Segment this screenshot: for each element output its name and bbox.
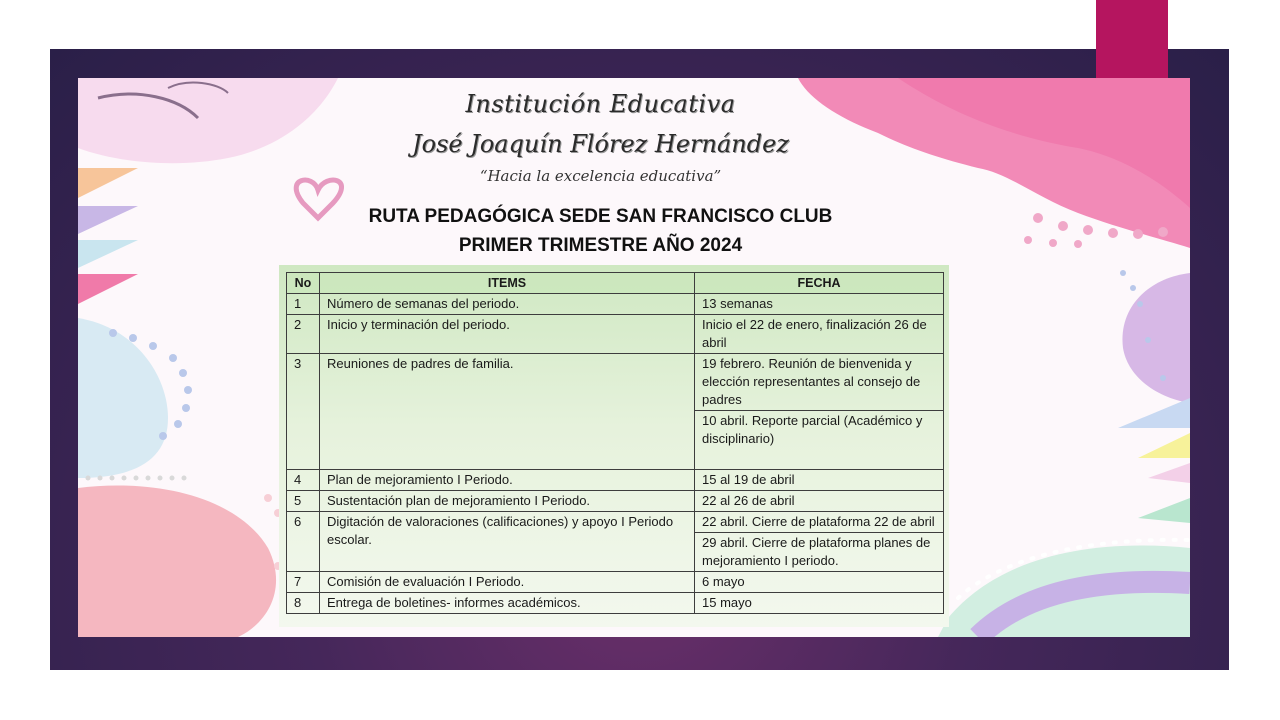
schedule-table xyxy=(286,272,944,614)
page-title-line2: PRIMER TRIMESTRE AÑO 2024 xyxy=(458,235,743,256)
row-item: Reuniones de padres de familia. xyxy=(320,354,695,470)
play-icon xyxy=(0,0,40,720)
header-no: No xyxy=(287,273,320,294)
table-header-row xyxy=(287,273,944,294)
row-fecha: 15 al 19 de abril xyxy=(695,470,944,491)
institution-name-line2: José Joaquín Flórez Hernández xyxy=(412,130,789,158)
row-fecha: Inicio el 22 de enero, finalización 26 de abril xyxy=(695,315,944,354)
row-no: 5 xyxy=(287,491,320,512)
row-no: 3 xyxy=(287,354,320,470)
row-fecha: 15 mayo xyxy=(695,593,944,614)
slide-canvas xyxy=(78,78,1190,637)
accent-tab xyxy=(1096,0,1168,78)
table-row xyxy=(287,470,944,491)
row-fecha: 13 semanas xyxy=(695,294,944,315)
page-title-line1: RUTA PEDAGÓGICA SEDE SAN FRANCISCO CLUB xyxy=(368,206,833,227)
row-item: Número de semanas del periodo. xyxy=(320,294,695,315)
row-item: Comisión de evaluación I Periodo. xyxy=(320,572,695,593)
institution-motto: “Hacia la excelencia educativa” xyxy=(479,167,722,185)
header-items: ITEMS xyxy=(320,273,695,294)
row-no: 7 xyxy=(287,572,320,593)
table-row xyxy=(287,572,944,593)
row-no: 2 xyxy=(287,315,320,354)
row-no: 6 xyxy=(287,512,320,572)
row-fecha: 6 mayo xyxy=(695,572,944,593)
row-no: 4 xyxy=(287,470,320,491)
row-no: 1 xyxy=(287,294,320,315)
row-no: 8 xyxy=(287,593,320,614)
table-row xyxy=(287,512,944,533)
institution-name-line1: Institución Educativa xyxy=(465,90,736,118)
table-row xyxy=(287,315,944,354)
row-fecha: 19 febrero. Reunión de bienvenida y elección representantes al consejo de padres xyxy=(695,354,944,411)
row-fecha: 22 al 26 de abril xyxy=(695,491,944,512)
row-item: Sustentación plan de mejoramiento I Periodo. xyxy=(320,491,695,512)
row-item: Plan de mejoramiento I Periodo. xyxy=(320,470,695,491)
table-row xyxy=(287,491,944,512)
row-item: Inicio y terminación del periodo. xyxy=(320,315,695,354)
row-item: Digitación de valoraciones (calificaciones) y apoyo I Periodo escolar. xyxy=(320,512,695,572)
table-row xyxy=(287,294,944,315)
row-fecha: 29 abril. Cierre de plataforma planes de mejoramiento I periodo. xyxy=(695,533,944,572)
schedule-table-container xyxy=(279,265,949,627)
table-row xyxy=(287,354,944,411)
row-fecha: 22 abril. Cierre de plataforma 22 de abril xyxy=(695,512,944,533)
row-fecha: 10 abril. Reporte parcial (Académico y disciplinario) xyxy=(695,411,944,470)
header-fecha: FECHA xyxy=(695,273,944,294)
row-item: Entrega de boletines- informes académicos. xyxy=(320,593,695,614)
table-row xyxy=(287,593,944,614)
